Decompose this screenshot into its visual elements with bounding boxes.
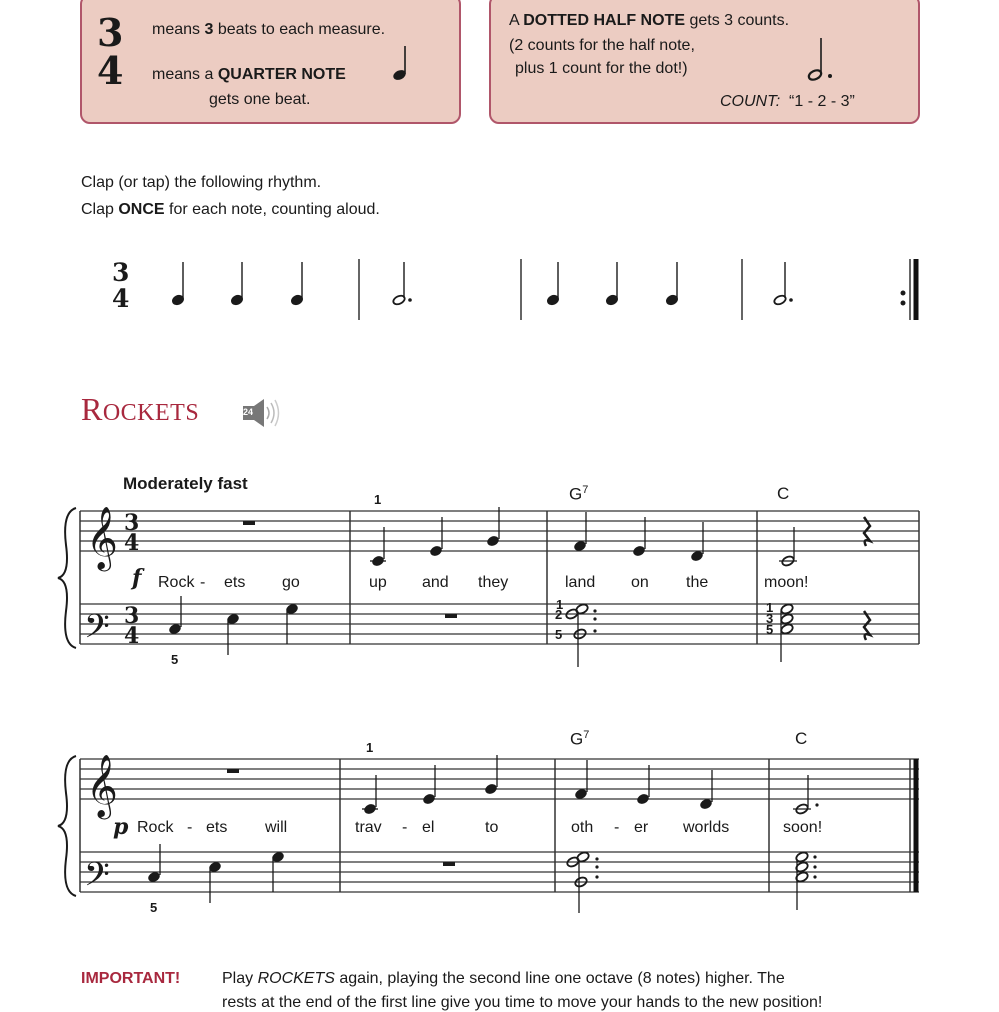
finger-number: 1: [766, 600, 774, 615]
bass-notes-m1: [168, 596, 300, 655]
lyric: they: [478, 574, 509, 591]
bass-chord-m3: [565, 603, 597, 667]
treble-notes-m2: [362, 755, 498, 816]
lyric: -: [200, 574, 206, 591]
treble-notes-m4: [793, 775, 819, 815]
half-note-counts-text: (2 counts for the half note,: [509, 37, 695, 54]
beats-per-measure-text: means 3 beats to each measure.: [152, 21, 386, 38]
finger-number: 1: [366, 740, 374, 755]
lyric: oth: [571, 819, 594, 836]
dynamic-piano: p: [113, 814, 129, 840]
lyric: the: [686, 574, 709, 591]
lyric: go: [282, 574, 300, 591]
track-number: 24: [243, 407, 254, 417]
treble-clef-icon: [86, 754, 118, 820]
brace: [58, 756, 76, 896]
lyric: Rock: [158, 574, 195, 591]
lyric: el: [422, 819, 435, 836]
dynamic-forte: f: [132, 565, 142, 591]
svg-text:3: 3: [124, 603, 140, 629]
svg-text:𝄢: 𝄢: [84, 856, 110, 902]
lyric: moon!: [764, 574, 809, 591]
clap-instruction-line2: Clap ONCE for each note, counting aloud.: [81, 201, 380, 218]
whole-rest-icon: [227, 769, 239, 773]
whole-rest-icon: [243, 521, 255, 525]
important-text-line2: rests at the end of the first line give you time to move your hands to the new position!: [222, 994, 823, 1011]
lyric: and: [422, 574, 449, 591]
lyric: land: [565, 574, 596, 591]
chord-symbol-g7: $G^7$: [569, 484, 589, 504]
time-signature-bottom: 4: [97, 48, 124, 93]
chord-symbol-c: C: [795, 729, 808, 748]
song-title: ROCKETS: [81, 391, 200, 427]
treble-notes-m4: [779, 517, 870, 567]
svg-text:𝄞: 𝄞: [86, 506, 118, 569]
finger-number: 3: [766, 611, 774, 626]
gets-one-beat-text: gets one beat.: [209, 91, 311, 108]
bass-notes-m1: [147, 844, 286, 903]
lyric: trav: [355, 819, 382, 836]
rhythm-time-signature-top: 3: [112, 258, 130, 287]
treble-notes-m2: [370, 507, 500, 568]
count-label: COUNT: “1 - 2 - 3”: [720, 93, 855, 110]
lyric: -: [614, 819, 620, 836]
finger-number: 5: [150, 900, 158, 915]
brace: [58, 508, 76, 648]
lyric: Rock: [137, 819, 174, 836]
svg-text:4: 4: [124, 530, 140, 556]
lyric: soon!: [783, 819, 823, 836]
chord-symbol-g7: $G^7$: [570, 729, 590, 749]
treble-clef-icon: [86, 506, 118, 572]
lyric: -: [187, 819, 193, 836]
quarter-rest-icon: [864, 611, 870, 640]
svg-text:𝄞: 𝄞: [86, 754, 118, 817]
lyric: will: [265, 819, 288, 836]
important-label: IMPORTANT!: [81, 970, 181, 987]
lyric: er: [634, 819, 649, 836]
chord-symbol-c: C: [777, 484, 790, 503]
rhythm-time-signature-bottom: 4: [112, 284, 130, 313]
lyric: ets: [206, 819, 228, 836]
clap-instruction-line1: Clap (or tap) the following rhythm.: [81, 174, 322, 191]
lyric: to: [485, 819, 499, 836]
finger-number: 5: [766, 622, 774, 637]
quarter-note-text: means a QUARTER NOTE: [152, 66, 346, 83]
lyric: on: [631, 574, 649, 591]
svg-text:𝄢: 𝄢: [84, 608, 110, 654]
finger-number: 2: [555, 607, 563, 622]
lyric: worlds: [683, 819, 730, 836]
finger-number: 5: [171, 652, 179, 667]
finger-number: 1: [556, 597, 564, 612]
svg-text:3: 3: [124, 510, 140, 536]
dotted-half-note-text: A DOTTED HALF NOTE gets 3 counts.: [509, 12, 790, 29]
treble-notes-m3: [573, 512, 705, 563]
finger-number: 1: [374, 492, 382, 507]
time-signature-top: 3: [97, 10, 124, 55]
whole-rest-icon: [443, 862, 455, 866]
bass-clef-icon: [84, 608, 110, 654]
important-text: Play ROCKETS again, playing the second line one octave (8 notes) higher. The: [222, 970, 785, 987]
whole-rest-icon: [445, 614, 457, 618]
treble-notes-m3: [574, 760, 714, 811]
lyric: up: [369, 574, 387, 591]
dot-count-text: plus 1 count for the dot!): [515, 60, 688, 77]
lyric: ets: [224, 574, 246, 591]
bass-chord-m4: [780, 603, 870, 662]
tempo-marking: Moderately fast: [123, 474, 248, 493]
lyric: -: [402, 819, 408, 836]
svg-text:4: 4: [124, 623, 140, 649]
bass-chord-m4: [795, 851, 817, 910]
bass-clef-icon: [84, 856, 110, 902]
finger-number: 5: [555, 627, 563, 642]
